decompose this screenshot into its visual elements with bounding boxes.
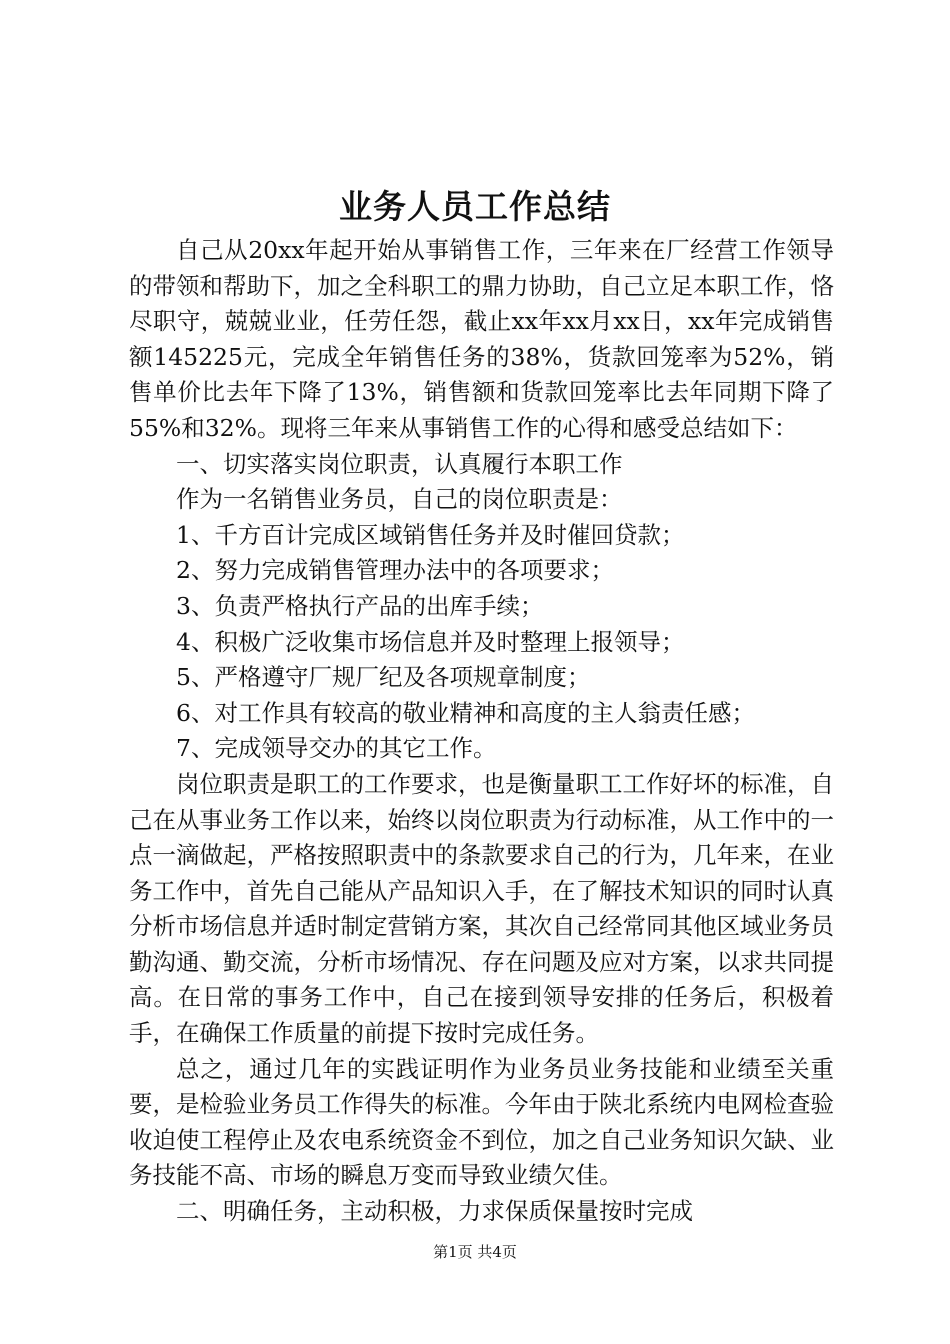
document-title: 业务人员工作总结: [339, 187, 611, 226]
duty-item-6: 6、对工作具有较高的敬业精神和高度的主人翁责任感；: [176, 698, 755, 727]
paragraph-summary: 总之，通过几年的实践证明作为业务员业务技能和业绩至关重要，是检验业务员工作得失的标准。今年由于陕北系统内电网检查验收迫使工程停止及农电系统资金不到位，加之自己业务知识欠缺、业务技能不高、市场的瞬息万变而导致业绩欠佳。: [129, 1054, 834, 1190]
section-heading-2: 二、明确任务，主动积极，力求保质保量按时完成: [176, 1197, 693, 1226]
duty-item-5: 5、严格遵守厂规厂纪及各项规章制度；: [176, 663, 591, 692]
section-heading-1: 一、切实落实岗位职责，认真履行本职工作: [176, 449, 623, 478]
paragraph-duties-intro: 作为一名销售业务员，自己的岗位职责是：: [176, 485, 623, 514]
duty-item-4: 4、积极广泛收集市场信息并及时整理上报领导；: [176, 627, 685, 656]
paragraph-intro: 自己从20xx年起开始从事销售工作，三年来在厂经营工作领导的带领和帮助下，加之全科职工的鼎力协助，自己立足本职工作，恪尽职守，兢兢业业，任劳任怨，截止xx年xx月xx日，xx年完成销售额145225元，完成全年销售任务的38%，货款回笼率为52%，销售单价比去年下降了13%，销售额和货款回笼率比去年同期下降了55%和32%。现将三年来从事销售工作的心得和感受总结如下：: [129, 236, 834, 442]
page-number-footer: 第1页 共4页: [433, 1243, 517, 1261]
duty-item-3: 3、负责严格执行产品的出库手续；: [176, 591, 544, 620]
paragraph-duties-discussion: 岗位职责是职工的工作要求，也是衡量职工工作好坏的标准，自己在从事业务工作以来，始终以岗位职责为行动标准，从工作中的一点一滴做起，严格按照职责中的条款要求自己的行为，几年来，在业务工作中，首先自己能从产品知识入手，在了解技术知识的同时认真分析市场信息并适时制定营销方案，其次自己经常同其他区域业务员勤沟通、勤交流，分析市场情况、存在问题及应对方案，以求共同提高。在日常的事务工作中，自己在接到领导安排的任务后，积极着手，在确保工作质量的前提下按时完成任务。: [129, 769, 834, 1048]
duty-item-7: 7、完成领导交办的其它工作。: [176, 734, 497, 763]
duty-item-2: 2、努力完成销售管理办法中的各项要求；: [176, 556, 614, 585]
document-body: [129, 233, 834, 1230]
duty-item-1: 1、千方百计完成区域销售任务并及时催回贷款；: [176, 520, 685, 549]
